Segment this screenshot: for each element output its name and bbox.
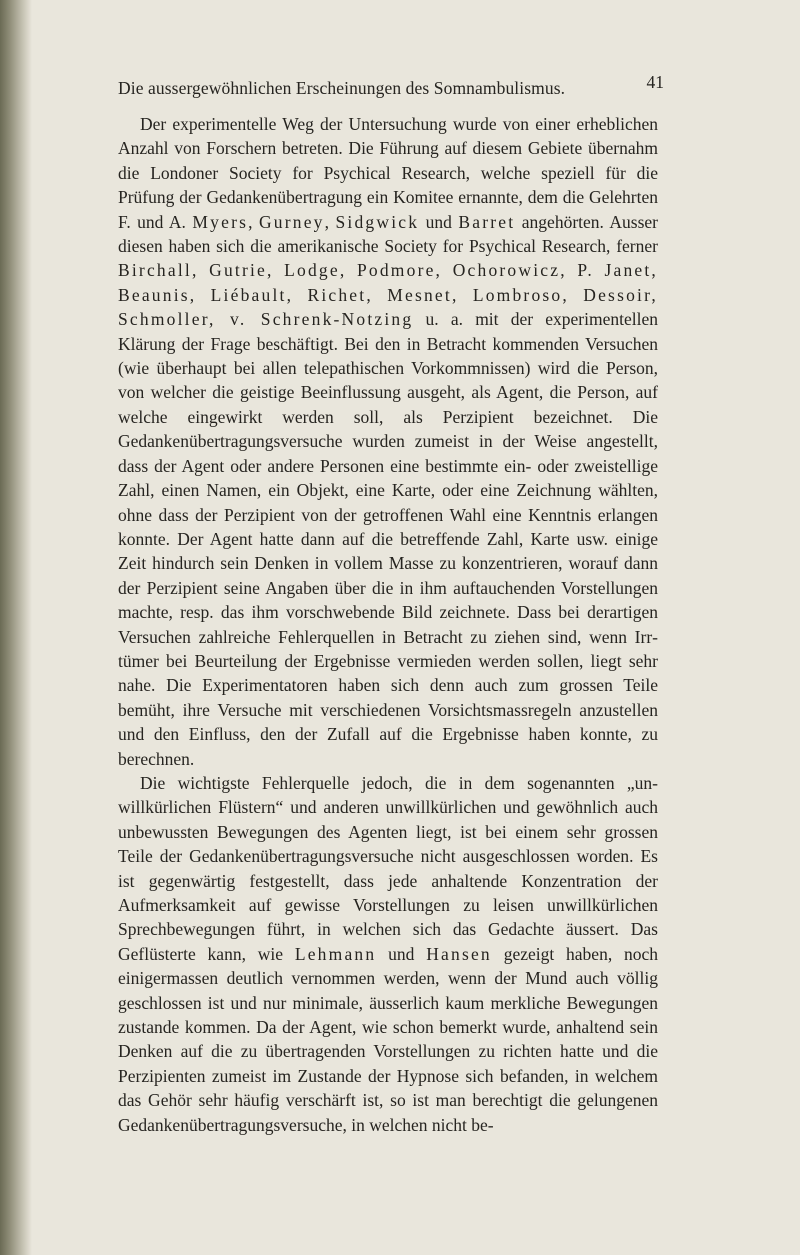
body-text	[118, 112, 658, 1137]
author-name-sidgwick: Sidgwick	[335, 211, 420, 232]
text-segment: Die wichtigste Fehlerquelle jedoch, die in dem sogenannten „unwillkürlichen Flüstern“ und anderen unwillkürlichen und gewöhnlich auch unbewussten Bewegungen des Agenten liegt, ist bei einem sehr grossen Teile der Gedankenübertragungsversuche nicht ausgeschlossen worden. Es ist gegenwärtig festgestellt, dass jede anhaltende Konzentration der Aufmerksamkeit auf gewisse Vorstellungen zu leisen unwillkürlichen Sprechbewegungen führt, in welchen sich das Gedachte äussert. Das Geflüsterte kann, wie	[118, 772, 658, 964]
author-name-barret: Barret	[458, 211, 516, 232]
author-name-myers: Myers	[192, 211, 249, 232]
page-binding-shadow	[0, 0, 32, 1255]
book-page	[118, 72, 664, 1137]
author-names-list: Birchall, Gutrie, Lodge, Podmore, Ochorowicz, P. Janet, Beaunis, Liébault, Richet, Mesnet, Lombroso, Dessoir, Schmoller, v. Schrenk-Notzing	[118, 260, 658, 330]
paragraph-1	[118, 112, 658, 771]
page-number: 41	[646, 72, 664, 92]
text-segment: und	[419, 211, 459, 232]
running-head	[118, 72, 664, 102]
text-segment: Der experimentelle Weg der Untersuchung wurde von einer erheblichen Anzahl von Forschern betreten. Die Führung auf diesem Gebiete übernahm die Londoner Society for Psychical Research, welche speziell für die Prüfung der Gedankenübertragung ein Komitee ernannte, dem die Gelehrten F. und A.	[118, 114, 658, 232]
author-name-gurney: Gurney	[258, 211, 325, 232]
text-segment: u. a. mit der experimentellen Klärung der Frage beschäftigt. Bei den in Betracht kommenden Versuchen (wie überhaupt bei allen telepathischen Vorkommnissen) wird die Person, von welcher die geistige Beeinflussung ausgeht, als Agent, die Person, auf welche eingewirkt werden soll, als Perzipient bezeichnet. Die Gedankenübertragungsversuche wurden zumeist in der Weise angestellt, dass der Agent oder andere Personen eine bestimmte ein- oder zweistellige Zahl, einen Namen, ein Objekt, eine Karte, oder eine Zeichnung wählten, ohne dass der Perzipient von der getroffenen Wahl eine Kenntnis erlangen konnte. Der Agent hatte dann auf die betreffende Zahl, Karte usw. einige Zeit hindurch sein Denken in vollem Masse zu konzentrieren, worauf dann der Perzipient seine Angaben über die in ihm auftauchenden Vorstellungen machte, resp. das ihm vorschwebende Bild zeichnete. Dass bei derartigen Versuchen zahlreiche Fehlerquellen in Betracht zu ziehen sind, wenn Irrtümer bei Beurteilung der Ergebnisse vermieden werden sollen, liegt sehr nahe. Die Experimentatoren haben sich denn auch zum grossen Teile bemüht, ihre Versuche mit verschiedenen Vorsichtsmassregeln anzustellen und den Einfluss, den der Zufall auf die Ergebnisse haben konnte, zu berechnen.	[118, 309, 658, 769]
running-head-title: Die aussergewöhnlichen Erscheinungen des Somnambulismus.	[118, 78, 566, 98]
text-segment: ,	[248, 211, 259, 232]
text-segment: ,	[324, 211, 336, 232]
paragraph-2	[118, 771, 658, 1137]
text-segment: angehörten. Ausser diesen haben sich die amerikanische Society for Psychical Research, ferner	[118, 211, 659, 257]
text-segment: gezeigt haben, noch einigermassen deutlich vernommen werden, wenn der Mund auch völlig geschlossen ist und nur minimale, äusserlich kaum merkliche Bewegungen zustande kommen. Da der Agent, wie schon bemerkt wurde, anhaltend sein Denken auf die zu übertragenden Vorstellungen zu richten hatte und die Perzipienten zumeist im Zustande der Hypnose sich befanden, in welchem das Gehör sehr häufig verschärft ist, so ist man berechtigt die gelungenen Gedankenübertragungsversuche, in welchen nicht be-	[118, 943, 659, 1135]
author-name-lehmann: Lehmann	[294, 943, 377, 964]
text-segment: und	[376, 943, 427, 964]
author-name-hansen: Hansen	[426, 943, 492, 964]
